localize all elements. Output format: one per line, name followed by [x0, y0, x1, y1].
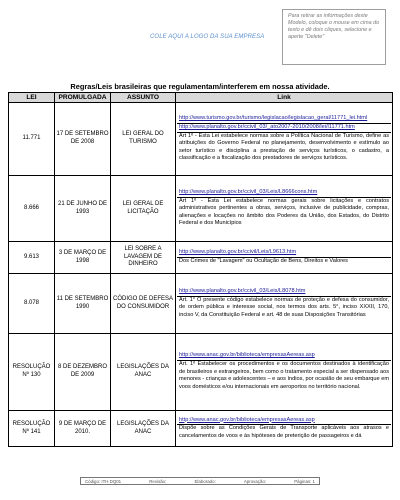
table-row	[9, 242, 393, 274]
law-link[interactable]: http://www.anac.gov.br/biblioteca/empresasAereas.asp	[177, 352, 391, 361]
table-row	[9, 274, 393, 334]
law-subject: LEGISLAÇÕES DA ANAC	[111, 411, 176, 447]
law-number: 8.078	[9, 274, 55, 334]
table-row	[9, 103, 393, 176]
link-cell	[176, 176, 393, 242]
link-cell	[176, 274, 393, 334]
header-subject: ASSUNTO	[111, 93, 176, 103]
law-subject: LEI GERAL DO TURISMO	[111, 103, 176, 176]
law-description: Dos Crimes de "Lavagem" ou Ocultação de Bens, Direitos e Valores	[179, 258, 348, 265]
document-footer	[80, 477, 320, 485]
laws-table	[8, 92, 393, 447]
table-row	[9, 176, 393, 242]
law-description: Art 1º - Esta Lei estabelece normas sobre a Política Nacional de Turismo, define as atribuições do Governo Federal no planejamento, desenvolvimento e estímulo ao setor turístico e disciplina a prestação de serviços turísticos, o cadastro, a classificação e a fiscalização dos prestadores de serviços turísticos.	[179, 132, 389, 162]
law-subject: LEGISLAÇÕES DA ANAC	[111, 334, 176, 411]
promulgation-date: 17 DE SETEMBRO DE 2008	[55, 103, 111, 176]
promulgation-date: 9 DE MARÇO DE 2010.	[55, 411, 111, 447]
law-subject: LEI GERAL DE LICITAÇÃO	[111, 176, 176, 242]
law-link[interactable]: http://www.planalto.gov.br/ccivil_03/Leis/L8666cons.htm	[177, 189, 391, 198]
law-number: 11.771	[9, 103, 55, 176]
table-header-row	[9, 93, 393, 103]
law-description: Dispõe sobre as Condições Gerais de Transporte aplicáveis aos atrasos e cancelamentos de voos e às hipóteses de preterição de passageiros e dá	[179, 425, 389, 439]
footer-code: Código: ITH DQ01	[85, 478, 122, 484]
link-cell	[176, 334, 393, 411]
header-promulgated: PROMULGADA	[55, 93, 111, 103]
instruction-note: Para retirar as informações deste Modelo, coloque o mouse em cima do texto e dê dois cliques, selecione e aperte "Delete"	[282, 9, 386, 65]
footer-prepared: Elaborado:	[194, 478, 216, 484]
promulgation-date: 21 DE JUNHO DE 1993	[55, 176, 111, 242]
document-title: Regras/Leis brasileiras que regulamentam/interferem em nossa atividade.	[70, 82, 330, 91]
law-link[interactable]: http://www.planalto.gov.br/ccivil_03/Leis/L8078.htm	[177, 288, 391, 297]
table-row	[9, 411, 393, 447]
law-description: Art 1º - Esta Lei estabelece normas gerais sobre licitações e contratos administrativos pertinentes a obras, serviços, inclusive de publicidade, compras, alienações e locações no âmbito dos Poderes da União, dos Estados, do Distrito Federal e dos Municípios	[179, 197, 389, 227]
law-subject: LEI SOBRE A LAVAGEM DE DINHEIRO	[111, 242, 176, 274]
law-number: RESOLUÇÃO Nº 141	[9, 411, 55, 447]
law-description: Art. 1º Estabelecer os procedimentos e os documentos destinados à identificação de brasileiros e estrangeiros, bem como o tratamento especial a ser dispensado aos menores - crianças e adolescentes – e aos índios, por ocasião de seu embarque em voos domésticos e/ou internacionais em aeroportos no território nacional.	[179, 361, 389, 390]
promulgation-date: 11 DE SETEMBRO 1990	[55, 274, 111, 334]
law-link[interactable]: http://www.turismo.gov.br/turismo/legislacao/legislacao_geral/11771_lei.html	[177, 115, 391, 124]
law-description: Art. 1° O presente código estabelece normas de proteção e defesa do consumidor, de ordem pública e interesse social, nos termos dos arts. 5°, inciso XXXII, 170, inciso V, da Constituição Federal e art. 48 de suas Disposições Transitórias	[179, 296, 389, 318]
header-law: LEI	[9, 93, 55, 103]
header-link: Link	[176, 93, 393, 103]
link-cell	[176, 242, 393, 274]
link-cell	[176, 411, 393, 447]
footer-revision: Revisão:	[149, 478, 167, 484]
law-number: 9.613	[9, 242, 55, 274]
promulgation-date: 8 DE DEZEMBRO DE 2009	[55, 334, 111, 411]
law-link[interactable]: http://www.planalto.gov.br/ccivil/Leis/L9613.htm	[177, 249, 391, 258]
table-row	[9, 334, 393, 411]
link-cell	[176, 103, 393, 176]
law-subject: CÓDIGO DE DEFESA DO CONSUMIDOR	[111, 274, 176, 334]
law-link[interactable]: http://www.planalto.gov.br/ccivil_03/_ato2007-2010/2008/lei/l11771.htm	[177, 124, 391, 133]
footer-approval: Aprovação:	[243, 478, 267, 484]
law-number: RESOLUÇÃO Nº 130	[9, 334, 55, 411]
logo-placeholder: COLE AQUI A LOGO DA SUA EMPRESA	[150, 34, 265, 40]
promulgation-date: 3 DE MARÇO DE 1998	[55, 242, 111, 274]
law-number: 8.666	[9, 176, 55, 242]
footer-pages: Páginas: 1	[294, 478, 315, 484]
law-link[interactable]: http://www.anac.gov.br/biblioteca/empresasAereas.asp	[177, 417, 391, 426]
